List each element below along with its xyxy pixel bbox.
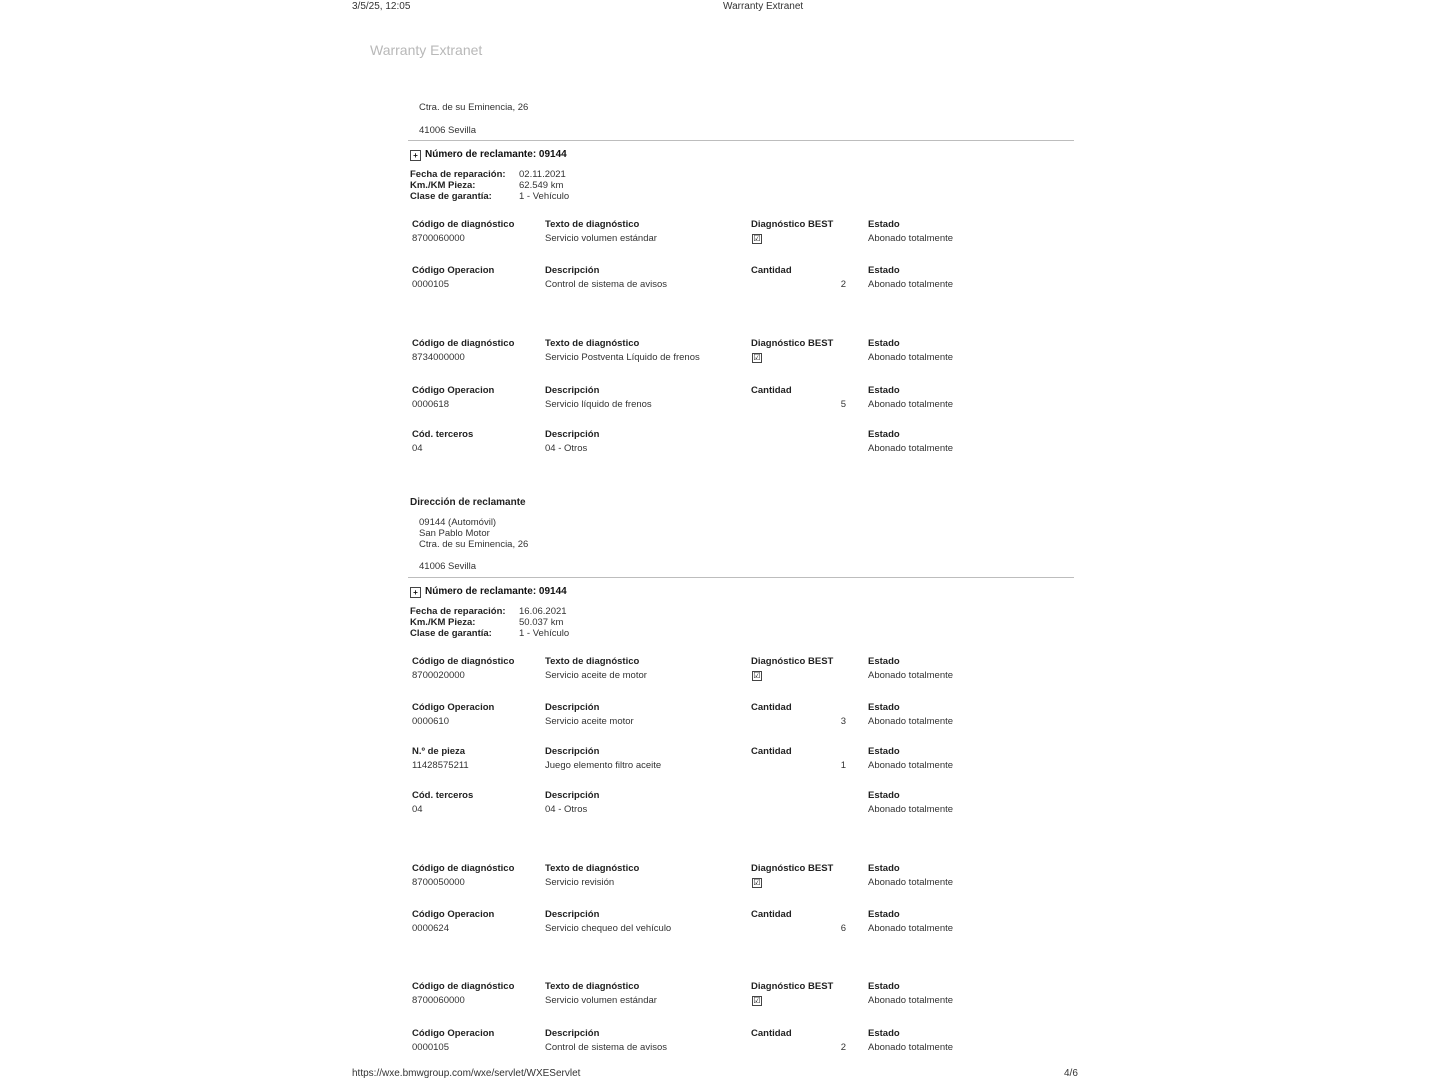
code-value: 8700020000 <box>412 670 465 681</box>
status-value: Abonado totalmente <box>868 233 954 244</box>
code-value: 0000105 <box>412 279 449 290</box>
status-value: Abonado totalmente <box>868 995 954 1006</box>
claimant-address-title: Dirección de reclamante <box>410 497 526 508</box>
code-value: 0000618 <box>412 399 449 410</box>
description-header: Descripción <box>545 1028 600 1039</box>
repair-date-label: Fecha de reparación: <box>410 169 506 180</box>
description-header: Descripción <box>545 265 600 276</box>
best-quantity-header: Diagnóstico BEST <box>751 219 834 230</box>
code-value: 0000105 <box>412 1042 449 1053</box>
top-address-city: 41006 Sevilla <box>419 125 477 136</box>
best-quantity-header: Diagnóstico BEST <box>751 863 834 874</box>
best-quantity-header: Diagnóstico BEST <box>751 338 834 349</box>
claimant-address-line: 09144 (Automóvil) <box>419 517 497 528</box>
description-value: Juego elemento filtro aceite <box>545 760 662 771</box>
description-header: Texto de diagnóstico <box>545 656 640 667</box>
code-header: Código Operacion <box>412 1028 495 1039</box>
claim-header[interactable] <box>410 149 567 161</box>
description-header: Descripción <box>545 746 600 757</box>
best-quantity-header: Cantidad <box>751 746 792 757</box>
code-header: Código Operacion <box>412 265 495 276</box>
repair-date-value: 02.11.2021 <box>519 169 566 180</box>
expand-icon[interactable]: + <box>410 150 421 161</box>
footer-url[interactable]: https://wxe.bmwgroup.com/wxe/servlet/WXEServlet <box>352 1068 581 1079</box>
description-header: Texto de diagnóstico <box>545 338 640 349</box>
status-value: Abonado totalmente <box>868 877 954 888</box>
status-header: Estado <box>868 338 900 349</box>
description-header: Texto de diagnóstico <box>545 863 640 874</box>
page-number: 4/6 <box>1064 1068 1078 1079</box>
km-value: 50.037 km <box>519 617 564 628</box>
status-header: Estado <box>868 219 900 230</box>
status-header: Estado <box>868 385 900 396</box>
warranty-class-value: 1 - Vehículo <box>519 628 570 639</box>
description-header: Descripción <box>545 429 600 440</box>
code-header: Código de diagnóstico <box>412 338 515 349</box>
code-value: 8700050000 <box>412 877 465 888</box>
best-quantity-header: Diagnóstico BEST <box>751 656 834 667</box>
description-header: Descripción <box>545 385 600 396</box>
description-value: Servicio aceite motor <box>545 716 634 727</box>
code-value: 0000610 <box>412 716 449 727</box>
print-title: Warranty Extranet <box>723 1 804 12</box>
top-address-street: Ctra. de su Eminencia, 26 <box>419 102 529 113</box>
code-value: 11428575211 <box>412 760 469 771</box>
best-checkbox[interactable]: ☑ <box>753 996 761 1005</box>
status-value: Abonado totalmente <box>868 760 954 771</box>
description-header: Texto de diagnóstico <box>545 219 640 230</box>
code-header: Código Operacion <box>412 909 495 920</box>
status-value: Abonado totalmente <box>868 399 954 410</box>
best-checkbox[interactable]: ☑ <box>753 234 761 243</box>
status-header: Estado <box>868 790 900 801</box>
best-quantity-header: Diagnóstico BEST <box>751 981 834 992</box>
best-quantity-header: Cantidad <box>751 702 792 713</box>
km-value: 62.549 km <box>519 180 564 191</box>
status-header: Estado <box>868 863 900 874</box>
code-header: Código Operacion <box>412 702 495 713</box>
claimant-address-line: Ctra. de su Eminencia, 26 <box>419 539 529 550</box>
quantity-value: 6 <box>840 923 846 934</box>
quantity-value: 1 <box>840 760 846 771</box>
km-label: Km./KM Pieza: <box>410 180 476 191</box>
status-value: Abonado totalmente <box>868 670 954 681</box>
code-value: 8700060000 <box>412 995 465 1006</box>
warranty-class-label: Clase de garantía: <box>410 628 492 639</box>
description-value: Control de sistema de avisos <box>545 1042 667 1053</box>
status-value: Abonado totalmente <box>868 1042 954 1053</box>
description-header: Descripción <box>545 909 600 920</box>
description-value: Servicio volumen estándar <box>545 233 657 244</box>
description-header: Descripción <box>545 702 600 713</box>
description-value: Servicio chequeo del vehículo <box>545 923 672 934</box>
divider <box>408 140 1074 141</box>
best-quantity-header: Cantidad <box>751 1028 792 1039</box>
status-header: Estado <box>868 981 900 992</box>
description-header: Descripción <box>545 790 600 801</box>
status-header: Estado <box>868 429 900 440</box>
status-value: Abonado totalmente <box>868 804 954 815</box>
description-value: Servicio Postventa Líquido de frenos <box>545 352 700 363</box>
warranty-class-label: Clase de garantía: <box>410 191 492 202</box>
description-value: Servicio líquido de frenos <box>545 399 652 410</box>
status-value: Abonado totalmente <box>868 716 954 727</box>
status-header: Estado <box>868 1028 900 1039</box>
claimant-address-city: 41006 Sevilla <box>419 561 477 572</box>
status-header: Estado <box>868 656 900 667</box>
status-value: Abonado totalmente <box>868 352 954 363</box>
code-header: N.º de pieza <box>412 746 466 757</box>
quantity-value: 5 <box>840 399 846 410</box>
code-value: 04 <box>412 804 423 815</box>
status-header: Estado <box>868 265 900 276</box>
best-checkbox[interactable]: ☑ <box>753 671 761 680</box>
code-header: Código de diagnóstico <box>412 981 515 992</box>
quantity-value: 2 <box>840 1042 846 1053</box>
claimant-address-line: San Pablo Motor <box>419 528 490 539</box>
code-value: 8700060000 <box>412 233 465 244</box>
quantity-value: 3 <box>840 716 846 727</box>
code-value: 8734000000 <box>412 352 465 363</box>
code-header: Cód. terceros <box>412 790 474 801</box>
best-checkbox[interactable]: ☑ <box>753 353 761 362</box>
description-header: Texto de diagnóstico <box>545 981 640 992</box>
description-value: Servicio aceite de motor <box>545 670 647 681</box>
code-header: Cód. terceros <box>412 429 474 440</box>
quantity-value: 2 <box>840 279 846 290</box>
status-header: Estado <box>868 909 900 920</box>
code-header: Código Operacion <box>412 385 495 396</box>
description-value: Control de sistema de avisos <box>545 279 667 290</box>
code-header: Código de diagnóstico <box>412 863 515 874</box>
code-header: Código de diagnóstico <box>412 656 515 667</box>
app-logo: Warranty Extranet <box>370 42 483 58</box>
divider <box>408 577 1074 578</box>
code-header: Código de diagnóstico <box>412 219 515 230</box>
claim-header[interactable] <box>410 586 567 598</box>
status-value: Abonado totalmente <box>868 279 954 290</box>
best-quantity-header: Cantidad <box>751 265 792 276</box>
status-header: Estado <box>868 702 900 713</box>
print-datetime: 3/5/25, 12:05 <box>352 1 411 12</box>
best-checkbox[interactable]: ☑ <box>753 878 761 887</box>
km-label: Km./KM Pieza: <box>410 617 476 628</box>
description-value: Servicio volumen estándar <box>545 995 657 1006</box>
best-quantity-header: Cantidad <box>751 909 792 920</box>
code-value: 0000624 <box>412 923 449 934</box>
code-value: 04 <box>412 443 423 454</box>
warranty-class-value: 1 - Vehículo <box>519 191 570 202</box>
status-value: Abonado totalmente <box>868 923 954 934</box>
status-value: Abonado totalmente <box>868 443 954 454</box>
description-value: 04 - Otros <box>545 804 588 815</box>
best-quantity-header: Cantidad <box>751 385 792 396</box>
status-header: Estado <box>868 746 900 757</box>
claimant-number: Número de reclamante: 09144 <box>425 149 567 160</box>
description-value: 04 - Otros <box>545 443 588 454</box>
repair-date-value: 16.06.2021 <box>519 606 567 617</box>
repair-date-label: Fecha de reparación: <box>410 606 506 617</box>
description-value: Servicio revisión <box>545 877 615 888</box>
expand-icon[interactable]: + <box>410 587 421 598</box>
claimant-number: Número de reclamante: 09144 <box>425 586 567 597</box>
